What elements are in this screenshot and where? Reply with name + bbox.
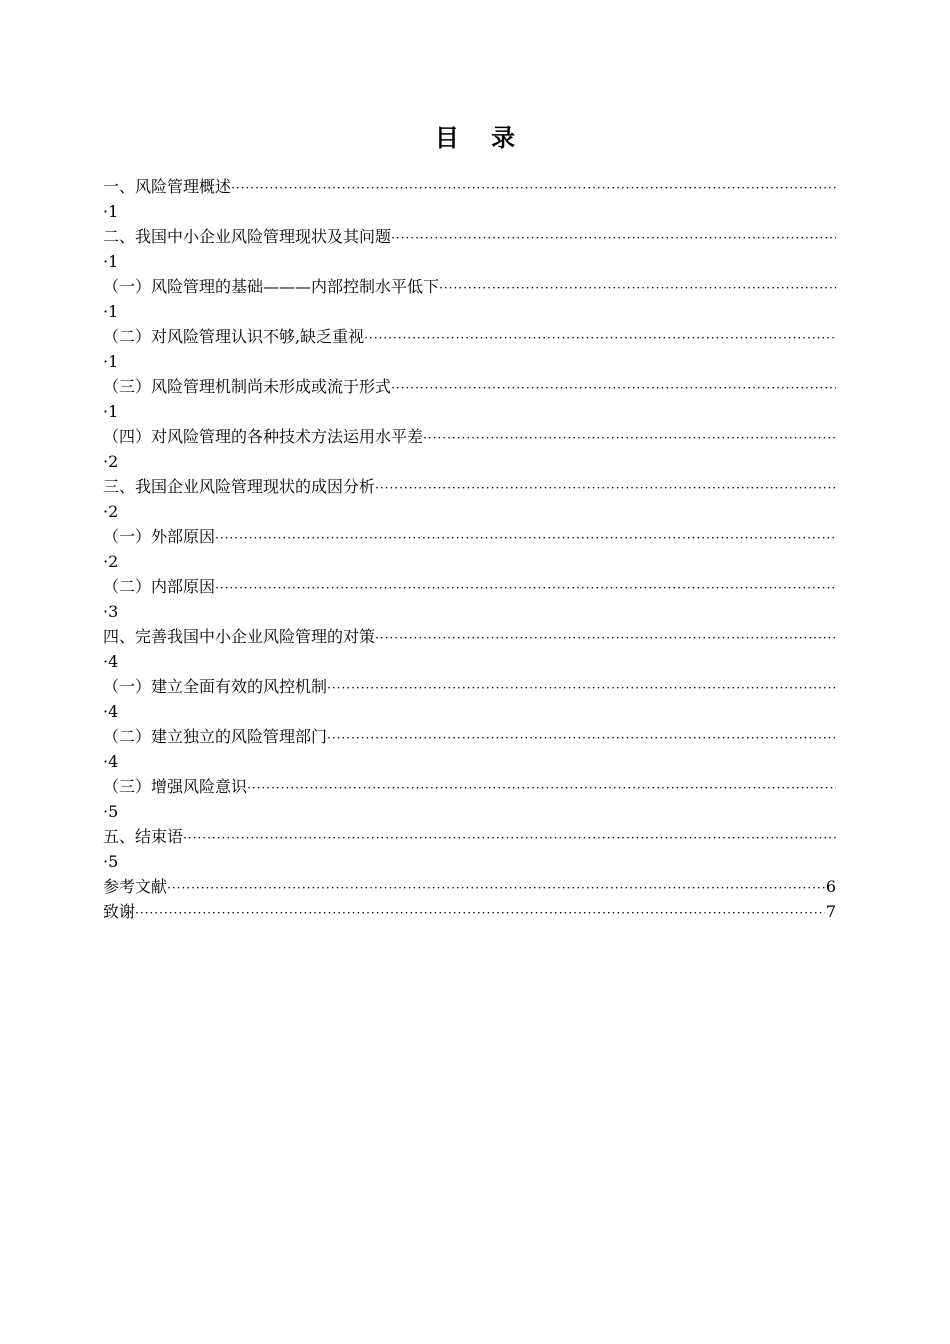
- toc-entry-page-number: ·2: [103, 552, 119, 571]
- toc-entry-line: [103, 274, 836, 299]
- toc-entry[interactable]: [103, 899, 836, 924]
- toc-entry-page-number: ·1: [103, 252, 119, 271]
- toc-entry-page-number: ·3: [103, 602, 119, 621]
- dot-leader: [135, 901, 825, 924]
- toc-entry-label: （一）外部原因: [103, 527, 216, 546]
- dot-leader: [247, 776, 836, 799]
- toc-entry[interactable]: [103, 874, 836, 899]
- toc-entry-page-number: ·1: [103, 352, 119, 371]
- toc-entry-line: [103, 874, 836, 899]
- dot-leader: [215, 576, 836, 599]
- toc-entry-page-number: ·5: [103, 852, 119, 871]
- toc-entry-line: [103, 774, 836, 799]
- toc-entry-label: （四）对风险管理的各种技术方法运用水平差: [103, 427, 424, 446]
- dot-leader: [327, 726, 836, 749]
- toc-entry-label: （三）增强风险意识: [103, 777, 248, 796]
- toc-entry[interactable]: [103, 324, 836, 374]
- toc-entry-line: [103, 824, 836, 849]
- toc-title: 目 录: [434, 124, 528, 152]
- toc-entry-line: [103, 174, 836, 199]
- dot-leader: [364, 326, 836, 349]
- toc-entry-line: [103, 724, 836, 749]
- toc-entry-line: [103, 474, 836, 499]
- toc-entry-label: 四、完善我国中小企业风险管理的对策: [103, 627, 376, 646]
- dot-leader: [391, 376, 836, 399]
- toc-entry[interactable]: [103, 474, 836, 524]
- toc-entry-page-number: ·1: [103, 402, 119, 421]
- toc-entry-line: [103, 674, 836, 699]
- toc-entry-line: [103, 524, 836, 549]
- toc-entry-label: 一、风险管理概述: [103, 177, 232, 196]
- dot-leader: [327, 676, 836, 699]
- toc-entry[interactable]: [103, 774, 836, 824]
- toc-entry-page-number: ·4: [103, 702, 119, 721]
- toc-entry-page-number: 7: [825, 902, 836, 921]
- toc-entry[interactable]: [103, 274, 836, 324]
- dot-leader: [375, 626, 836, 649]
- toc-entry-page-number: 6: [825, 877, 836, 896]
- toc-entry[interactable]: [103, 524, 836, 574]
- toc-entry-label: （三）风险管理机制尚未形成或流于形式: [103, 377, 392, 396]
- toc-entry[interactable]: [103, 374, 836, 424]
- toc-entry-line: [103, 324, 836, 349]
- toc-entry-label: 二、我国中小企业风险管理现状及其问题: [103, 227, 392, 246]
- toc-entry-page-number: ·4: [103, 652, 119, 671]
- toc-entry[interactable]: [103, 174, 836, 224]
- toc-entry[interactable]: [103, 724, 836, 774]
- toc-entry-page-number: ·2: [103, 502, 119, 521]
- toc-entry[interactable]: [103, 624, 836, 674]
- toc-entry-page-number: ·2: [103, 452, 119, 471]
- toc-list: [103, 174, 836, 924]
- toc-entry-label: （二）对风险管理认识不够,缺乏重视: [103, 327, 365, 346]
- dot-leader: [167, 876, 825, 899]
- toc-entry-line: [103, 624, 836, 649]
- dot-leader: [215, 526, 836, 549]
- toc-entry-label: 三、我国企业风险管理现状的成因分析: [103, 477, 376, 496]
- dot-leader: [375, 476, 836, 499]
- toc-entry[interactable]: [103, 424, 836, 474]
- toc-entry-label: 五、结束语: [103, 827, 184, 846]
- toc-entry-label: （二）内部原因: [103, 577, 216, 596]
- toc-entry-page-number: ·1: [103, 302, 119, 321]
- toc-entry[interactable]: [103, 224, 836, 274]
- toc-entry-label: （一）建立全面有效的风控机制: [103, 677, 328, 696]
- toc-entry[interactable]: [103, 674, 836, 724]
- toc-entry-label: （一）风险管理的基础———内部控制水平低下: [103, 277, 440, 296]
- toc-entry-label: （二）建立独立的风险管理部门: [103, 727, 328, 746]
- toc-entry-line: [103, 374, 836, 399]
- toc-entry[interactable]: [103, 824, 836, 874]
- dot-leader: [183, 826, 836, 849]
- toc-entry-line: [103, 424, 836, 449]
- toc-entry-line: [103, 899, 836, 924]
- toc-entry-label: 参考文献: [103, 877, 168, 896]
- toc-entry-line: [103, 224, 836, 249]
- toc-entry-line: [103, 574, 836, 599]
- toc-entry-label: 致谢: [103, 902, 136, 921]
- dot-leader: [231, 176, 836, 199]
- toc-entry-page-number: ·1: [103, 202, 119, 221]
- dot-leader: [423, 426, 836, 449]
- toc-entry-page-number: ·5: [103, 802, 119, 821]
- dot-leader: [391, 226, 836, 249]
- dot-leader: [439, 276, 836, 299]
- toc-entry[interactable]: [103, 574, 836, 624]
- toc-entry-page-number: ·4: [103, 752, 119, 771]
